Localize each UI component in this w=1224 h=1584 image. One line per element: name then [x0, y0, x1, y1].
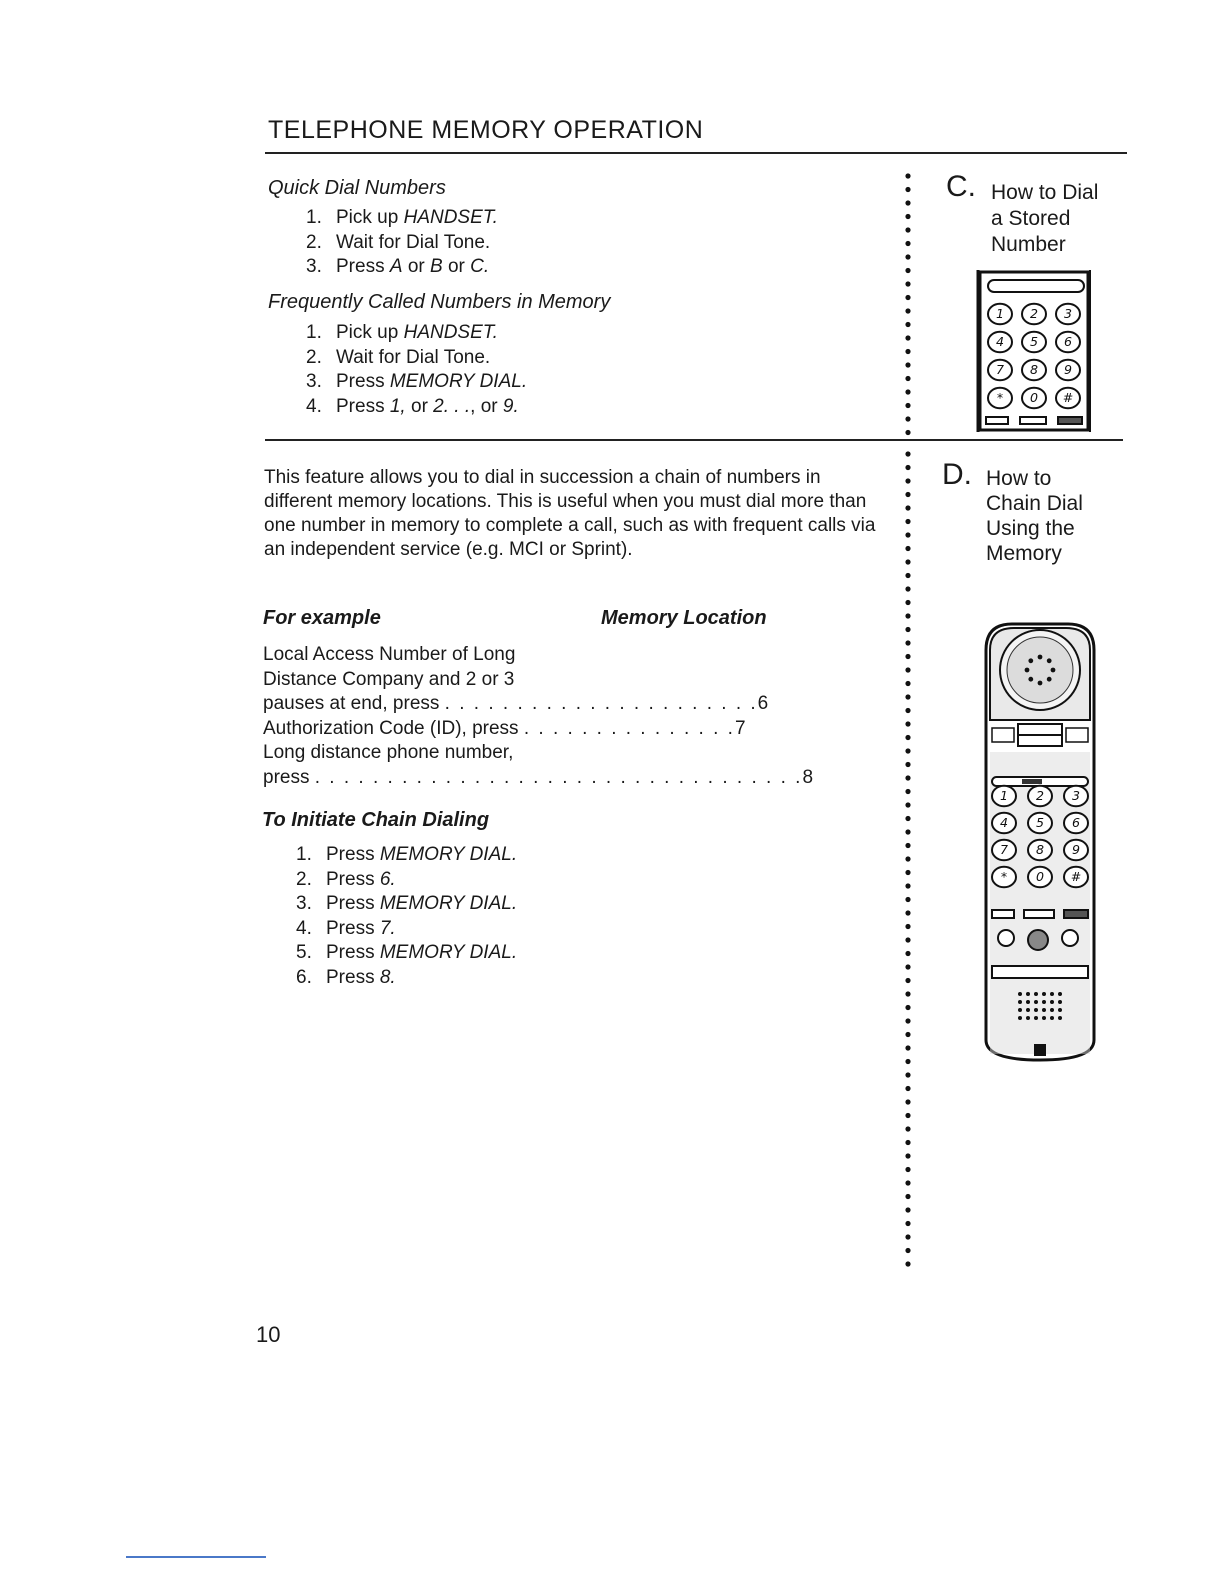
separator-dot — [905, 829, 910, 834]
separator-dot — [905, 1032, 910, 1037]
microphone-hole — [1034, 1000, 1038, 1004]
separator-dot — [905, 1005, 910, 1010]
separator-dot — [905, 735, 910, 740]
separator-dot — [905, 416, 910, 421]
step-item — [306, 255, 498, 280]
microphone-hole — [1058, 1000, 1062, 1004]
separator-dot — [905, 268, 910, 273]
chain-dial-description: This feature allows you to dial in succession a chain of numbers in different memory locations. This is useful when you must dial more than one number in memory to complete a call, such as with frequent calls via an independent service (e.g. MCI or Sprint). — [264, 467, 876, 560]
step-plain: Press — [336, 395, 390, 417]
step-plain: Pick up — [336, 322, 404, 343]
keypad-key-label: 5 — [1029, 334, 1039, 350]
step-item — [306, 231, 498, 256]
step-text — [336, 321, 498, 346]
step-emphasis: MEMORY DIAL. — [379, 844, 518, 865]
step-emphasis: A — [389, 256, 403, 277]
step-item — [296, 966, 517, 991]
step-item — [306, 395, 527, 420]
step-text — [336, 255, 489, 280]
step-plain: Press — [326, 844, 380, 865]
separator-dot — [905, 843, 910, 848]
step-plain: Pick up — [336, 207, 404, 228]
keypad-key-label: 1 — [999, 788, 1009, 804]
step-emphasis: 2. . . — [433, 395, 471, 417]
microphone-hole — [1050, 992, 1054, 996]
phone-handset-illustration — [978, 620, 1102, 1069]
separator-dot — [905, 362, 910, 367]
keypad-key-label: 4 — [999, 815, 1009, 831]
keypad-key-label: 5 — [1035, 815, 1045, 831]
memory-location-value: 8 — [802, 766, 814, 788]
step-item — [306, 206, 498, 231]
keypad-key-label: * — [996, 390, 1004, 406]
microphone-hole — [1042, 1016, 1046, 1020]
step-plain: Press — [326, 966, 380, 988]
step-plain: or — [405, 395, 434, 417]
keypad-key-label: 3 — [1071, 788, 1081, 804]
step-emphasis: 8. — [379, 966, 396, 988]
frequent-steps — [306, 321, 527, 419]
initiate-steps — [296, 843, 517, 990]
section-d-title-line: Chain Dial — [986, 492, 1083, 515]
step-emphasis: MEMORY DIAL. — [379, 893, 518, 914]
keypad-key-label: # — [1070, 869, 1082, 885]
step-emphasis: MEMORY DIAL. — [389, 371, 528, 392]
dot-leader: . . . . . . . . . . . . . . . — [523, 717, 735, 739]
step-number: 6. — [296, 966, 312, 988]
keypad-key-label: * — [1000, 869, 1008, 885]
speaker-hole — [1028, 677, 1033, 682]
separator-dot — [905, 1248, 910, 1253]
dotted-separator-lower — [900, 448, 916, 1273]
dot-leader: . . . . . . . . . . . . . . . . . . . . . . — [444, 693, 758, 714]
step-plain: Press — [336, 371, 390, 392]
separator-dot — [905, 349, 910, 354]
section-c-title-line: How to Dial — [991, 181, 1099, 204]
separator-dot — [905, 1086, 910, 1091]
step-item — [296, 843, 517, 868]
step-number: 1. — [306, 207, 322, 228]
separator-dot — [905, 1072, 910, 1077]
step-number: 4. — [296, 917, 312, 939]
separator-dot — [905, 627, 910, 632]
section-c-letter: C. — [946, 170, 976, 203]
microphone-hole — [1042, 1008, 1046, 1012]
separator-dot — [905, 492, 910, 497]
microphone-hole — [1034, 1008, 1038, 1012]
separator-dot — [905, 775, 910, 780]
step-plain: Wait for Dial Tone. — [336, 231, 491, 253]
step-plain: Press — [336, 256, 390, 277]
step-number: 1. — [296, 844, 312, 865]
microphone-hole — [1042, 992, 1046, 996]
separator-dot — [905, 910, 910, 915]
keypad-key-label: 4 — [995, 334, 1005, 350]
microphone-hole — [1042, 1000, 1046, 1004]
step-emphasis: HANDSET. — [403, 207, 498, 228]
example-heading: For example — [263, 607, 381, 629]
separator-dot — [905, 654, 910, 659]
example-line: Distance Company and 2 or 3 — [263, 668, 515, 690]
separator-dot — [905, 227, 910, 232]
separator-dot — [905, 924, 910, 929]
separator-dot — [905, 1059, 910, 1064]
separator-dot — [905, 1113, 910, 1118]
step-plain: or — [442, 256, 471, 277]
section-c-title-line: Number — [991, 233, 1066, 256]
step-text — [326, 868, 396, 893]
step-emphasis: B — [430, 256, 443, 277]
step-text — [336, 346, 490, 371]
step-number: 2. — [306, 346, 322, 368]
example-line: Local Access Number of Long — [263, 644, 516, 665]
step-emphasis: 9. — [502, 395, 519, 417]
separator-dot — [905, 295, 910, 300]
microphone-hole — [1026, 1000, 1030, 1004]
step-emphasis: 7. — [379, 917, 396, 939]
separator-dot — [905, 559, 910, 564]
speaker-hole — [1038, 681, 1043, 686]
separator-dot — [905, 681, 910, 686]
separator-dot — [905, 532, 910, 537]
microphone-hole — [1034, 1016, 1038, 1020]
microphone-hole — [1018, 1000, 1022, 1004]
step-number: 3. — [306, 256, 322, 277]
keypad-key-label: 8 — [1035, 842, 1045, 858]
step-text — [326, 892, 517, 917]
microphone-hole — [1058, 1008, 1062, 1012]
separator-dot — [905, 1126, 910, 1131]
step-emphasis: C. — [470, 256, 490, 277]
separator-dot — [905, 1018, 910, 1023]
title-rule — [265, 152, 1127, 154]
keypad-key-label: 1 — [995, 306, 1005, 322]
keypad-key-label: 8 — [1029, 362, 1039, 378]
separator-dot — [905, 1194, 910, 1199]
step-number: 1. — [306, 322, 322, 343]
step-plain: Press — [326, 942, 380, 963]
step-text — [336, 231, 490, 256]
microphone-hole — [1018, 1016, 1022, 1020]
separator-dot — [905, 389, 910, 394]
example-label: Authorization Code (ID), press — [263, 717, 519, 739]
separator-dot — [905, 519, 910, 524]
separator-dot — [905, 856, 910, 861]
microphone-hole — [1050, 1008, 1054, 1012]
step-text — [326, 966, 396, 991]
example-line: Long distance phone number, — [263, 742, 514, 763]
step-item — [296, 917, 517, 942]
separator-dot — [905, 951, 910, 956]
quick-dial-heading: Quick Dial Numbers — [268, 177, 446, 199]
separator-dot — [905, 883, 910, 888]
step-item — [296, 892, 517, 917]
example-list — [263, 643, 813, 790]
step-text — [336, 206, 498, 231]
separator-dot — [905, 613, 910, 618]
keypad-key-label: 3 — [1063, 306, 1073, 322]
separator-dot — [905, 1180, 910, 1185]
microphone-hole — [1026, 1016, 1030, 1020]
separator-dot — [905, 465, 910, 470]
separator-dot — [905, 600, 910, 605]
step-plain: or — [402, 256, 430, 277]
section-d-title-line: Using the — [986, 517, 1075, 540]
separator-dot — [905, 937, 910, 942]
microphone-hole — [1058, 992, 1062, 996]
section-c-title-line: a Stored — [991, 207, 1071, 230]
microphone-hole — [1050, 1016, 1054, 1020]
speaker-hole — [1047, 658, 1052, 663]
memory-location-value: 7 — [734, 717, 746, 739]
separator-dot — [905, 187, 910, 192]
example-label: pauses at end, press — [263, 693, 440, 714]
keypad-key-label: 7 — [999, 842, 1009, 858]
keypad-key-label: 2 — [1035, 788, 1045, 804]
step-number: 2. — [306, 231, 322, 253]
step-plain: Press — [326, 917, 380, 939]
step-plain: Wait for Dial Tone. — [336, 346, 491, 368]
microphone-hole — [1018, 1008, 1022, 1012]
memory-location-heading: Memory Location — [601, 607, 767, 629]
separator-dot — [905, 254, 910, 259]
speaker-hole — [1051, 668, 1056, 673]
separator-dot — [905, 721, 910, 726]
section-d-title-line: How to — [986, 467, 1052, 490]
separator-dot — [905, 1167, 910, 1172]
step-plain: , or — [470, 395, 503, 417]
keypad-key-label: 0 — [1035, 869, 1045, 885]
keypad-key-label: 2 — [1029, 306, 1039, 322]
step-item — [296, 868, 517, 893]
speaker-hole — [1028, 658, 1033, 663]
dotted-separator-upper — [900, 170, 916, 442]
step-emphasis: 6. — [379, 868, 396, 890]
example-entry — [263, 766, 813, 791]
keypad-key-label: # — [1062, 390, 1074, 406]
step-number: 3. — [296, 893, 312, 914]
step-item — [306, 370, 527, 395]
separator-dot — [905, 1221, 910, 1226]
separator-dot — [905, 451, 910, 456]
step-emphasis: MEMORY DIAL. — [379, 942, 518, 963]
page-number: 10 — [256, 1322, 281, 1347]
speaker-hole — [1047, 677, 1052, 682]
separator-dot — [905, 200, 910, 205]
step-item — [296, 941, 517, 966]
separator-dot — [905, 964, 910, 969]
speaker-hole — [1038, 655, 1043, 660]
step-number: 2. — [296, 868, 312, 890]
separator-dot — [905, 748, 910, 753]
frequent-heading: Frequently Called Numbers in Memory — [268, 291, 611, 313]
step-item — [306, 321, 527, 346]
step-number: 5. — [296, 942, 312, 963]
step-text — [326, 917, 396, 942]
separator-dot — [905, 505, 910, 510]
step-item — [306, 346, 527, 371]
step-text — [336, 370, 527, 395]
quick-dial-steps — [306, 206, 498, 280]
separator-dot — [905, 1261, 910, 1266]
separator-dot — [905, 816, 910, 821]
separator-dot — [905, 667, 910, 672]
separator-dot — [905, 1207, 910, 1212]
separator-dot — [905, 335, 910, 340]
separator-dot — [905, 789, 910, 794]
microphone-hole — [1026, 1008, 1030, 1012]
separator-dot — [905, 802, 910, 807]
separator-dot — [905, 1099, 910, 1104]
separator-dot — [905, 991, 910, 996]
speaker-hole — [1025, 668, 1030, 673]
separator-dot — [905, 281, 910, 286]
separator-dot — [905, 241, 910, 246]
step-plain: Press — [326, 893, 380, 914]
separator-dot — [905, 978, 910, 983]
separator-dot — [905, 1153, 910, 1158]
separator-dot — [905, 708, 910, 713]
example-entry — [263, 717, 813, 742]
dot-leader: . . . . . . . . . . . . . . . . . . . . . . . . . . . . . . . . . . — [314, 766, 803, 788]
section-d-title — [986, 466, 1083, 566]
separator-dot — [905, 586, 910, 591]
separator-dot — [905, 308, 910, 313]
separator-dot — [905, 546, 910, 551]
step-text — [336, 395, 519, 420]
separator-dot — [905, 322, 910, 327]
separator-dot — [905, 1234, 910, 1239]
keypad-key-label: 6 — [1063, 334, 1073, 350]
step-plain: Press — [326, 868, 380, 890]
separator-dot — [905, 173, 910, 178]
step-text — [326, 843, 517, 868]
step-text — [326, 941, 517, 966]
section-rule — [265, 439, 1123, 441]
step-number: 4. — [306, 395, 322, 417]
bottom-edge-line — [126, 1556, 266, 1558]
keypad-illustration — [976, 270, 1096, 437]
separator-dot — [905, 870, 910, 875]
step-number: 3. — [306, 371, 322, 392]
separator-dot — [905, 430, 910, 435]
keypad-key-label: 0 — [1029, 390, 1039, 406]
page-title: TELEPHONE MEMORY OPERATION — [268, 116, 704, 144]
separator-dot — [905, 1140, 910, 1145]
separator-dot — [905, 640, 910, 645]
separator-dot — [905, 573, 910, 578]
step-emphasis: 1, — [389, 395, 406, 417]
microphone-hole — [1018, 992, 1022, 996]
separator-dot — [905, 376, 910, 381]
separator-dot — [905, 694, 910, 699]
microphone-hole — [1026, 992, 1030, 996]
keypad-key-label: 6 — [1071, 815, 1081, 831]
microphone-hole — [1058, 1016, 1062, 1020]
microphone-hole — [1050, 1000, 1054, 1004]
separator-dot — [905, 897, 910, 902]
section-d-letter: D. — [942, 458, 972, 491]
keypad-key-label: 7 — [995, 362, 1005, 378]
section-d-title-line: Memory — [986, 542, 1062, 565]
memory-location-value: 6 — [757, 693, 769, 714]
keypad-key-label: 9 — [1071, 842, 1081, 858]
initiate-heading: To Initiate Chain Dialing — [262, 809, 490, 831]
separator-dot — [905, 762, 910, 767]
example-entry — [263, 692, 813, 717]
step-emphasis: HANDSET. — [403, 322, 498, 343]
separator-dot — [905, 403, 910, 408]
microphone-hole — [1034, 992, 1038, 996]
separator-dot — [905, 214, 910, 219]
example-label: press — [263, 766, 310, 788]
separator-dot — [905, 478, 910, 483]
separator-dot — [905, 1045, 910, 1050]
keypad-key-label: 9 — [1063, 362, 1073, 378]
section-c-title — [991, 180, 1098, 258]
